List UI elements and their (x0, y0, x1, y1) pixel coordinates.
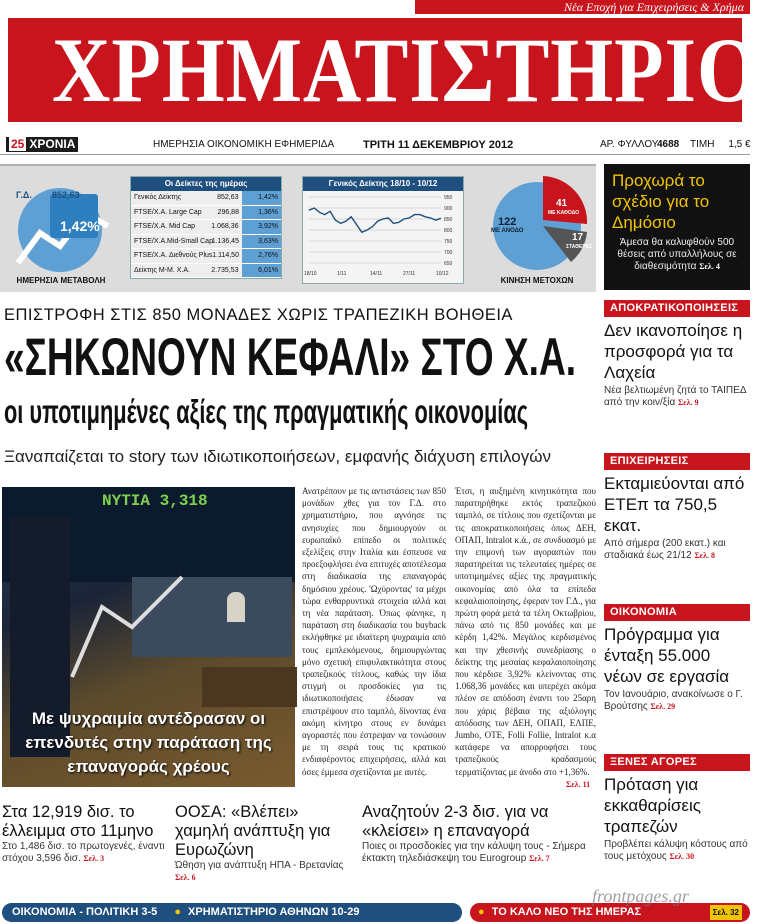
index-chart (302, 176, 464, 284)
chart-y-tick: 850 (444, 217, 453, 223)
chart-y-tick: 800 (444, 228, 453, 234)
watermark: frontpages.gr (592, 886, 689, 906)
bottom-story[interactable] (2, 803, 168, 883)
index-row: Δείκτης Μ-Μ. Χ.Α. 2.735,53 6,01% (131, 264, 281, 279)
promo-box[interactable] (604, 164, 750, 290)
index-row: Γενικός Δείκτης 852,63 1,42% (131, 191, 281, 206)
index-row: FTSE/X.A. Large Cap 296,88 1,36% (131, 206, 281, 221)
down-label: ΜΕ ΚΑΘΟΔΟ (548, 210, 579, 216)
sidebar-story[interactable] (604, 604, 750, 744)
bottom-story-body: Ποιες οι προσδοκίες για την κάλυψη τους - Σήμερα έκτακτη τηλεδιάσκεψη του Eurogroup Σελ. 7 (362, 841, 586, 864)
masthead-title: ΧΡΗΜΑΤΙΣΤΗΡΙΟ (52, 19, 761, 121)
anniversary-badge: 25 ΧΡΟΝΙΑ (6, 137, 78, 152)
sidebar-section: ΟΙΚΟΝΟΜΙΑ (604, 604, 750, 621)
indices-table (130, 176, 282, 279)
sidebar-body: Προβλέπει κάλυψη κόστους από τους μετόχους Σελ. 30 (604, 839, 748, 862)
chart-y-tick: 750 (444, 239, 453, 245)
promo-title: Προχωρά το σχέδιο για το Δημόσιο (612, 171, 710, 232)
main-subheadline: οι υποτιμημένες αξίες της πραγματικής οικονομίας (4, 393, 529, 430)
chart-y-tick: 700 (444, 250, 453, 256)
index-row: FTSE/X.A. Διεθνούς Plus 1.114,50 2,76% (131, 249, 281, 264)
chart-x-tick: 27/11 (403, 271, 416, 277)
article-column-2: Έτσι, η αυξημένη κινητικότητα που παρατηρήθηκε εκτός τραπεζικού ταμπλό, σε τίτλους που σχετίζονται με τις αποκρατικοποιήσεις όπως ΔΕΗ, ΟΠΑΠ, Intralot κ.ά., σε συνδυασμό με την επιμονή των αγοραστών που παρατηρείται τις τελευταίες ημέρες σε υποτιμημένες αξίες της πραγματικής οικονομίας από όλα τα επίπεδα κεφαλαιοποίησης, έφεραν τον Γ.Δ., για πρώτη φορά μετά τα τέλη Οκτωβρίου, πάνω από τις 850 μονάδες και με κέρδη 1,42%. Μεγάλος κερδισμένος και την χθεσινής συνεδρίασης ο δείκτης της μεσαίας κεφαλαιοποίησης που κέρδισε 3,92% κλείνοντας στις 1.068,36 μονάδες και υπερέχει ακόμα πλέον σε απόδοση έναντι του 25αρη που χάρις βέβαια της αξιόλογης απόδοσης των ΔΕΗ, ΟΠΑΠ, ΕΛΠΕ, Jumbo, ΟΤΕ, Folli Follie, Intralot κ.α κατάφερε να απορροφήσει τους τραπεζικούς κραδασμούς τερματίζοντας με άνοδο στο +1,36%. (455, 486, 596, 777)
paper-subtitle: ΗΜΕΡΗΣΙΑ ΟΙΚΟΝΟΜΙΚΗ ΕΦΗΜΕΡΙΔΑ (153, 139, 335, 150)
sidebar-title: Εκταμιεύονται από ΕΤΕπ τα 750,5 εκατ. (604, 474, 745, 535)
chart-y-tick: 650 (444, 261, 453, 267)
chart-plot (303, 191, 463, 283)
sidebar-story[interactable] (604, 453, 750, 593)
issue-date: ΤΡΙΤΗ 11 ΔΕΚΕΜΒΡΙΟΥ 2012 (363, 139, 514, 151)
photo-ticker: ΝΥΤΙΑ 3,318 (102, 492, 208, 510)
movement-label: ΚΙΝΗΣΗ ΜΕΤΟΧΩΝ (500, 276, 574, 285)
main-dek: Ξαναπαίζεται το story των ιδιωτικοποιήσεων, εμφανής διάχυση επιλογών (4, 447, 551, 466)
bottom-story-title: Αναζητούν 2-3 δισ. για να «κλείσει» η επαναγορά (362, 803, 549, 840)
promo-page: Σελ. 4 (699, 262, 720, 271)
sidebar-section: ΑΠΟΚΡΑΤΙΚΟΠΟΙΗΣΕΙΣ (604, 300, 750, 317)
flat-count: 17 (572, 232, 584, 243)
sidebar-title: Δεν ικανοποίησε η προσφορά για τα Λαχεία (604, 321, 743, 382)
sidebar-section: ΞΕΝΕΣ ΑΓΟΡΕΣ (604, 754, 750, 771)
article-column-1: Ανατρέπουν με τις αντιστάσεις των 850 μονάδων χθες για τον Γ.Δ. στο χρηματιστήριο, που αγνόησε τις ανησυχίες που δημιουργούν οι ευρωπαϊκό επίπεδο οι πολιτικές εξελίξεις στην Ιταλία και έσπευσε να προεξοφλήσει ένα επιτυχές αποτέλεσμα στη διαδικασία της επαναγοράς δημόσιου χρέους. 'Ωχύροντας' τα μέχρι τώρα ενθαρρυντικά στοιχεία αλλά και τη νέα παράταση. Όπως φάνηκε, η παράταση στη διαδικασία του buyback εκλήφθηκε με ιδιαίτερη ψυχραιμία από τους εμπλεκόμενους, δημιουργώντας μόνο σχετική επιφυλακτικότητα στους τραπεζικούς τίτλους, καθώς την ίδια στιγμή οι προσδοκίες για τις ιδιωτικοποιήσεις έδωσαν να επιστρέψουν στο ταμπλό, δίνοντας ένα ακόμη κίνητρο στους εν δυνάμει αγοραστές που έστρεψαν να τονώσουν με τη σειρά τους τις κρατικού ενδιαφέροντος επιχειρήσεις, αλλά και όσες έμμεσα σχετίζονται με αυτές. (302, 486, 446, 777)
chart-x-tick: 14/11 (370, 271, 383, 277)
issue-number: 4688 (657, 139, 680, 150)
chart-x-tick: 1/11 (337, 271, 347, 277)
price: ΤΙΜΗ 1,5 € (690, 139, 751, 150)
bottom-story-title: ΟΟΣΑ: «Βλέπει» χαμηλή ανάπτυξη για Ευρωζώνη (175, 803, 331, 859)
photo-trend-arrow (62, 567, 202, 687)
footer-left[interactable]: ΟΙΚΟΝΟΜΙΑ - ΠΟΛΙΤΙΚΗ 3-5 (12, 906, 158, 918)
sidebar-title: Πρόγραμμα για ένταξη 55.000 νέων σε εργασία (604, 625, 730, 686)
sidebar-section: ΕΠΙΧΕΙΡΗΣΕΙΣ (604, 453, 750, 470)
main-photo (2, 487, 295, 787)
index-row: FTSE/X.A. Mid Cap 1.068,36 3,92% (131, 220, 281, 235)
chart-series-line (309, 208, 441, 232)
masthead (8, 18, 761, 122)
sidebar-body: Τον Ιανουάριο, ανακοίνωσε ο Γ. Βρούτσης Σελ. 29 (604, 689, 743, 712)
chart-title: Γενικός Δείκτης 18/10 - 10/12 (303, 177, 463, 191)
footer-page: Σελ. 32 (710, 905, 742, 920)
article-page: Σελ. 11 (566, 780, 591, 789)
footer-right: ΤΟ ΚΑΛΟ ΝΕΟ ΤΗΣ ΗΜΕΡΑΣ (491, 906, 642, 918)
market-panel (0, 164, 596, 292)
chart-x-tick: 18/10 (304, 271, 317, 277)
issue-label: ΑΡ. ΦΥΛΛΟΥ (600, 139, 659, 150)
photo-caption: Με ψυχραιμία αντέδρασαν οι επενδυτές στην παράταση της επαναγοράς χρέους (25, 709, 272, 776)
daily-change-label: ΗΜΕΡΗΣΙΑ ΜΕΤΑΒΟΛΗ (16, 276, 106, 285)
sidebar-body: Νέα βελτιωμένη ζητά το ΤΑΙΠΕΔ από την κοιν/ξία Σελ. 9 (604, 385, 746, 408)
bottom-story-body: Στο 1,486 δισ. το πρωτογενές, έναντι στόχου 3,596 δισ. Σελ. 3 (2, 841, 165, 864)
sidebar-story[interactable] (604, 754, 750, 894)
tagline: Νέα Εποχή για Επιχειρήσεις & Χρήμα (415, 0, 750, 14)
up-label: ΜΕ ΑΝΟΔΟ (491, 228, 524, 234)
gd-value: 852,63 (52, 190, 80, 200)
photo-person (227, 592, 245, 622)
main-headline: «ΣΗΚΩΝΟΥΝ ΚΕΦΑΛΙ» ΣΤΟ Χ.Α. (4, 328, 577, 387)
flat-label: ΣΤΑΘΕΡΕΣ (566, 244, 593, 250)
up-count: 122 (498, 216, 517, 228)
footer-dot-icon: ● (174, 906, 181, 918)
bottom-story-title: Στα 12,919 δισ. το έλλειμμα στο 11μηνο (2, 803, 154, 840)
bottom-story[interactable] (362, 803, 596, 883)
promo-body: Άμεσα θα καλυφθούν 500 θέσεις από υπαλλήλους σε διαθεσιμότητα Σελ. 4 (617, 237, 737, 272)
footer-nav[interactable] (2, 903, 462, 922)
chart-y-tick: 900 (444, 206, 453, 212)
bottom-story[interactable] (175, 803, 353, 883)
gd-change: 1,42% (60, 218, 100, 234)
sidebar-story[interactable] (604, 300, 750, 440)
gd-label: Γ.Δ. (16, 190, 32, 200)
chart-x-tick: 10/12 (436, 271, 449, 277)
bottom-story-body: Ώθηση για ανάπτυξη ΗΠΑ - Βρετανίας Σελ. 6 (175, 860, 344, 882)
main-kicker: ΕΠΙΣΤΡΟΦΗ ΣΤΙΣ 850 ΜΟΝΑΔΕΣ ΧΩΡΙΣ ΤΡΑΠΕΖΙΚΗ ΒΟΗΘΕΙΑ (4, 306, 513, 324)
down-count: 41 (556, 198, 568, 209)
sidebar-body: Από σήμερα (200 εκατ.) και σταδιακά έως 21/12 Σελ. 8 (604, 538, 726, 561)
photo-desk (202, 667, 297, 707)
footer-dot-icon: ● (478, 906, 485, 918)
footer-middle[interactable]: ΧΡΗΜΑΤΙΣΤΗΡΙΟ ΑΘΗΝΩΝ 10-29 (188, 906, 360, 918)
sidebar-title: Πρόταση για εκκαθαρίσεις τραπεζών (604, 775, 701, 836)
chart-y-tick: 950 (444, 195, 453, 201)
indices-table-title: Οι Δείκτες της ημέρας (131, 177, 281, 191)
info-strip (0, 135, 750, 155)
index-row: FTSE/X.A.Mid-Small Cap 1.136,45 3,63% (131, 235, 281, 250)
